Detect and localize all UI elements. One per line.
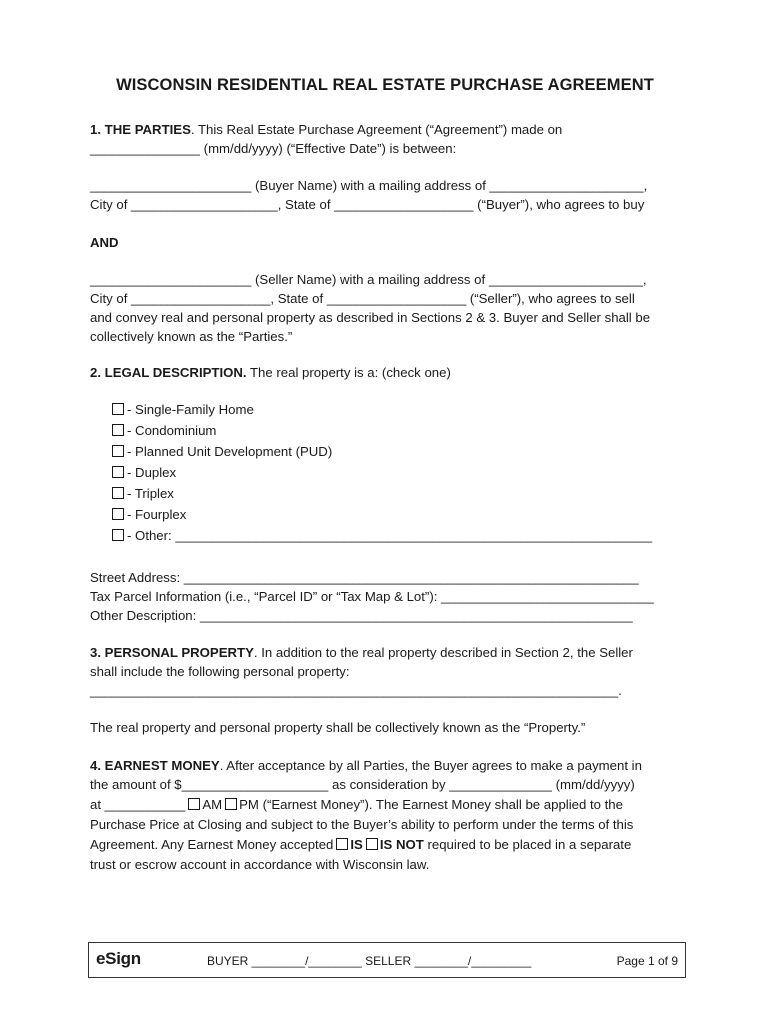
is-not-checkbox[interactable]: [366, 838, 378, 850]
document-title: WISCONSIN RESIDENTIAL REAL ESTATE PURCHASE AGREEMENT: [116, 76, 654, 94]
escrow-line: [90, 835, 631, 855]
seller-name-line[interactable]: ______________________ (Seller Name) with a mailing address of _____________________,: [90, 272, 647, 287]
parties-text-3: collectively known as the “Parties.”: [90, 329, 293, 344]
page-number: Page 1 of 9: [616, 954, 678, 968]
other-description-field[interactable]: Other Description: ___________________________________________________________: [90, 608, 633, 623]
option-single-family[interactable]: - Single-Family Home: [112, 402, 254, 417]
legal-description-heading: 2. LEGAL DESCRIPTION.: [90, 365, 247, 380]
initials-line[interactable]: BUYER ________/________ SELLER ________/_________: [207, 954, 532, 968]
earnest-money-line-1: [90, 756, 642, 776]
is-label: IS: [350, 837, 363, 852]
page-footer: [88, 942, 686, 978]
earnest-amount-line[interactable]: the amount of $____________________ as consideration by ______________ (mm/dd/yyyy): [90, 777, 635, 792]
personal-property-field[interactable]: ________________________________________________________________________.: [90, 683, 622, 698]
is-not-label: IS NOT: [379, 837, 424, 852]
buyer-name-line[interactable]: ______________________ (Buyer Name) with a mailing address of _____________________,: [90, 178, 648, 193]
am-checkbox[interactable]: [188, 798, 200, 810]
am-label: AM: [202, 797, 223, 812]
esign-logo: eSign: [96, 949, 141, 968]
escrow-text-1: Agreement. Any Earnest Money accepted: [90, 837, 334, 852]
street-address-field[interactable]: Street Address: ______________________________________________________________: [90, 570, 639, 585]
earnest-time-line: [90, 795, 623, 815]
effective-date-line[interactable]: _______________ (mm/dd/yyyy) (“Effective Date”) is between:: [90, 141, 457, 156]
personal-property-text-1: . In addition to the real property described in Section 2, the Seller: [253, 645, 633, 660]
legal-description-text: The real property is a: (check one): [246, 365, 451, 380]
property-definition-text: The real property and personal property shall be collectively known as the “Property.”: [90, 720, 586, 735]
option-pud[interactable]: - Planned Unit Development (PUD): [112, 444, 332, 459]
option-other[interactable]: - Other: _________________________________________________________________: [112, 528, 652, 543]
checkbox[interactable]: [112, 424, 124, 436]
legal-description-line: [90, 363, 451, 383]
earnest-money-heading: 4. EARNEST MONEY: [90, 758, 220, 773]
checkbox[interactable]: [112, 508, 124, 520]
is-checkbox[interactable]: [336, 838, 348, 850]
checkbox[interactable]: [112, 529, 124, 541]
escrow-text-2: required to be placed in a separate: [423, 837, 632, 852]
option-triplex[interactable]: - Triplex: [112, 486, 174, 501]
tax-parcel-field[interactable]: Tax Parcel Information (i.e., “Parcel ID” or “Tax Map & Lot”): _____________________________: [90, 589, 654, 604]
buyer-city-line[interactable]: City of ____________________, State of ___________________ (“Buyer”), who agrees to buy: [90, 197, 645, 212]
parties-text-2: and convey real and personal property as described in Sections 2 & 3. Buyer and Seller shall be: [90, 310, 651, 325]
personal-property-line-1: [90, 643, 633, 663]
and-label: AND: [90, 235, 119, 250]
checkbox[interactable]: [112, 445, 124, 457]
personal-property-text-2: shall include the following personal property:: [90, 664, 350, 679]
pm-checkbox[interactable]: [225, 798, 237, 810]
option-condominium[interactable]: - Condominium: [112, 423, 216, 438]
pm-text: PM (“Earnest Money”). The Earnest Money shall be applied to the: [239, 797, 623, 812]
earnest-money-text-3: trust or escrow account in accordance with Wisconsin law.: [90, 857, 430, 872]
parties-text-1: . This Real Estate Purchase Agreement (“Agreement”) made on: [190, 122, 563, 137]
option-fourplex[interactable]: - Fourplex: [112, 507, 186, 522]
option-duplex[interactable]: - Duplex: [112, 465, 176, 480]
earnest-money-text-2: Purchase Price at Closing and subject to the Buyer’s ability to perform under the terms of this: [90, 817, 634, 832]
personal-property-heading: 3. PERSONAL PROPERTY: [90, 645, 254, 660]
parties-heading: 1. THE PARTIES: [90, 122, 191, 137]
parties-line-1: [90, 120, 562, 140]
earnest-time-field[interactable]: at ___________: [90, 797, 186, 812]
checkbox[interactable]: [112, 466, 124, 478]
earnest-money-text-1: . After acceptance by all Parties, the Buyer agrees to make a payment in: [219, 758, 642, 773]
checkbox[interactable]: [112, 487, 124, 499]
checkbox[interactable]: [112, 403, 124, 415]
seller-city-line[interactable]: City of ___________________, State of ___________________ (“Seller”), who agrees to sell: [90, 291, 635, 306]
